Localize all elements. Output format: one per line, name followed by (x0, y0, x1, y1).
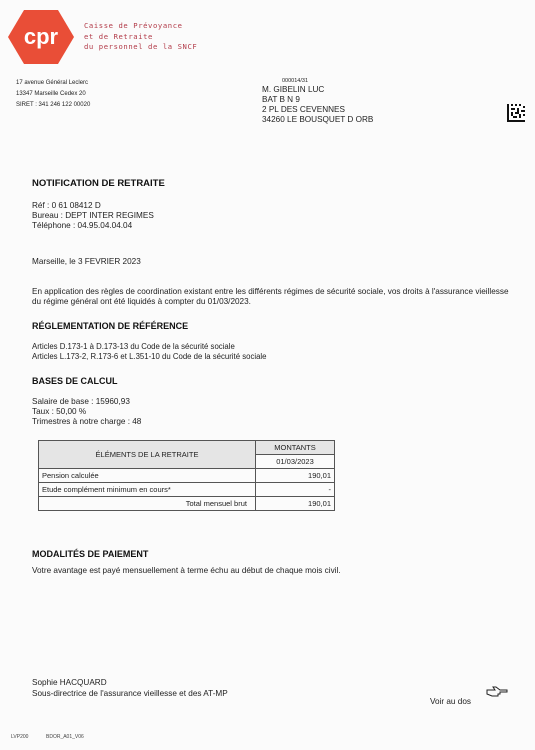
recipient-code: 000014/31 (282, 78, 308, 84)
phone: Téléphone : 04.95.04.04.04 (32, 221, 133, 230)
modalites-heading: MODALITÉS DE PAIEMENT (32, 549, 149, 559)
reference-block (32, 201, 154, 231)
cpr-logo (6, 8, 76, 66)
logo-text: cpr (23, 24, 59, 49)
bases-list (32, 397, 141, 427)
table-row: Pension calculée 190,01 (39, 469, 335, 483)
see-back-note: Voir au dos (430, 697, 471, 706)
quarters: Trimestres à notre charge : 48 (32, 417, 142, 426)
retirement-table (38, 440, 335, 511)
col-header-elements: ÉLÉMENTS DE LA RETRAITE (39, 441, 256, 469)
modalites-text: Votre avantage est payé mensuellement à terme échu au début de chaque mois civil. (32, 566, 341, 575)
signatory-name: Sophie HACQUARD (32, 678, 107, 687)
date-line: Marseille, le 3 FEVRIER 2023 (32, 257, 141, 266)
table-row: Etude complément minimum en cours* - (39, 483, 335, 497)
signatory-title: Sous-directrice de l'assurance vieillesse et des AT-MP (32, 689, 228, 698)
sender-address: 17 avenue Général Leclerc 13347 Marseille Cedex 20 SIRET : 341 246 122 00020 (16, 80, 91, 108)
col-header-montants: MONTANTS (256, 441, 335, 455)
office: Bureau : DEPT INTER REGIMES (32, 211, 154, 220)
intro-paragraph: En application des règles de coordination existant entre les différents régimes de sécurité sociale, vos droits à l'assurance vieillesse du régime général ont été liquidés à compter du 01/03/2023. (32, 287, 509, 306)
footer-code-left: LVP200 (11, 734, 29, 740)
signature-block (32, 677, 228, 699)
table-row-total: Total mensuel brut 190,01 (39, 497, 335, 511)
reference-number: Réf : 0 61 08412 D (32, 201, 101, 210)
organization-name: Caisse de Prévoyance et de Retraite du personnel de la SNCF (84, 21, 198, 51)
footer-code-right: BDOR_A01_V06 (46, 734, 84, 740)
col-header-date: 01/03/2023 (256, 455, 335, 469)
base-salary: Salaire de base : 15960,93 (32, 397, 130, 406)
reglementation-list: Articles D.173-1 à D.173-13 du Code de la sécurité sociale Articles L.173-2, R.173-6 et L.351-10 du Code de la sécurité sociale (32, 342, 267, 361)
document-title: NOTIFICATION DE RETRAITE (32, 178, 165, 189)
rate: Taux : 50,00 % (32, 407, 87, 416)
pointing-hand-icon (486, 686, 508, 698)
reglementation-heading: RÉGLEMENTATION DE RÉFÉRENCE (32, 321, 189, 331)
datamatrix-code-icon (507, 104, 525, 122)
bases-heading: BASES DE CALCUL (32, 376, 118, 386)
recipient-address: 000014/31 M. GIBELIN LUC BAT B N 9 2 PL DES CEVENNES 34260 LE BOUSQUET D ORB (262, 78, 374, 124)
